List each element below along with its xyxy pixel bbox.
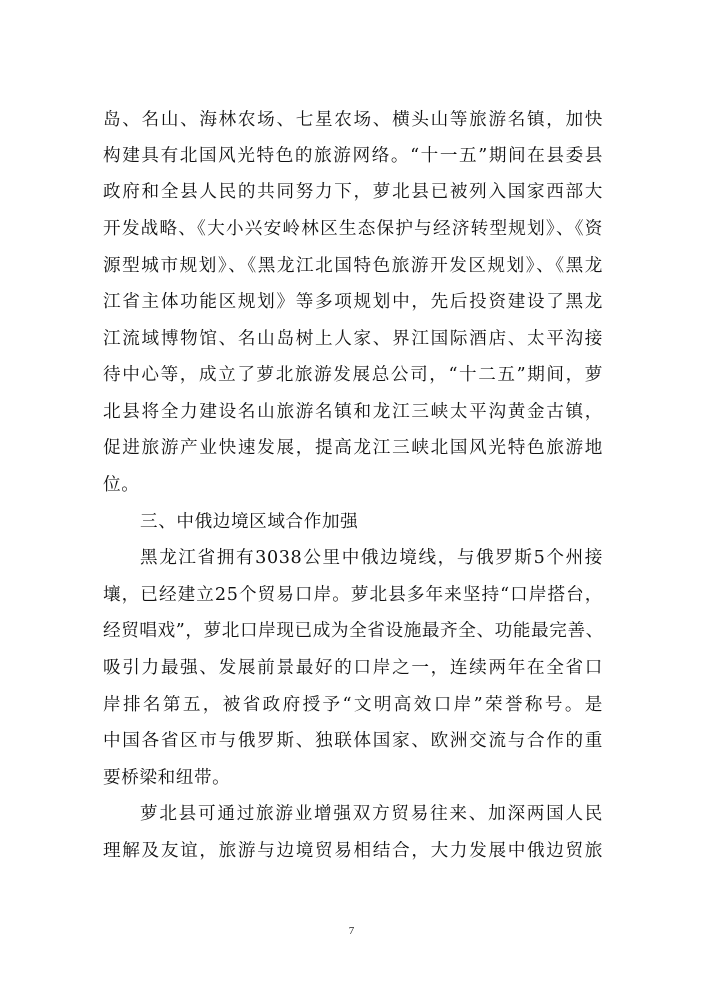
text-line: 中国各省区市与俄罗斯、独联体国家、欧洲交流与合作的重 xyxy=(103,731,603,751)
text-line: 经贸唱戏”，萝北口岸现已成为全省设施最齐全、功能最完善、 xyxy=(103,621,604,641)
text-line: 政府和全县人民的共同努力下，萝北县已被列入国家西部大 xyxy=(103,182,603,202)
text-line: 构建具有北国风光特色的旅游网络。“十一五”期间在县委县 xyxy=(103,146,603,166)
text-line: 江省主体功能区规划》等多项规划中，先后投资建设了黑龙 xyxy=(103,292,603,312)
text-line: 促进旅游产业快速发展，提高龙江三峡北国风光特色旅游地 xyxy=(103,438,603,458)
text-line: 理解及友谊，旅游与边境贸易相结合，大力发展中俄边贸旅 xyxy=(103,841,603,861)
text-line: 岸排名第五，被省政府授予“文明高效口岸”荣誉称号。是 xyxy=(103,695,603,715)
section-heading: 三、中俄边境区域合作加强 xyxy=(140,512,359,532)
page-number: 7 xyxy=(348,925,355,937)
paragraph-first-line: 萝北县可通过旅游业增强双方贸易往来、加深两国人民 xyxy=(140,804,603,824)
paragraph-first-line: 黑龙江省拥有3038公里中俄边境线，与俄罗斯5个州接 xyxy=(140,548,603,568)
text-line: 岛、名山、海林农场、七星农场、横头山等旅游名镇，加快 xyxy=(103,110,603,130)
text-line: 待中心等，成立了萝北旅游发展总公司，“十二五”期间，萝 xyxy=(103,365,603,385)
text-line: 江流域博物馆、名山岛树上人家、界江国际酒店、太平沟接 xyxy=(103,329,603,349)
text-line: 吸引力最强、发展前景最好的口岸之一，连续两年在全省口 xyxy=(103,658,603,678)
text-line: 开发战略、《大小兴安岭林区生态保护与经济转型规划》、《资 xyxy=(103,219,603,239)
text-line: 位。 xyxy=(103,475,140,495)
text-line: 源型城市规划》、《黑龙江北国特色旅游开发区规划》、《黑龙 xyxy=(103,256,603,276)
text-line: 北县将全力建设名山旅游名镇和龙江三峡太平沟黄金古镇， xyxy=(103,402,603,422)
text-line: 壤，已经建立25个贸易口岸。萝北县多年来坚持“口岸搭台， xyxy=(103,585,603,605)
text-line: 要桥梁和纽带。 xyxy=(103,768,231,788)
